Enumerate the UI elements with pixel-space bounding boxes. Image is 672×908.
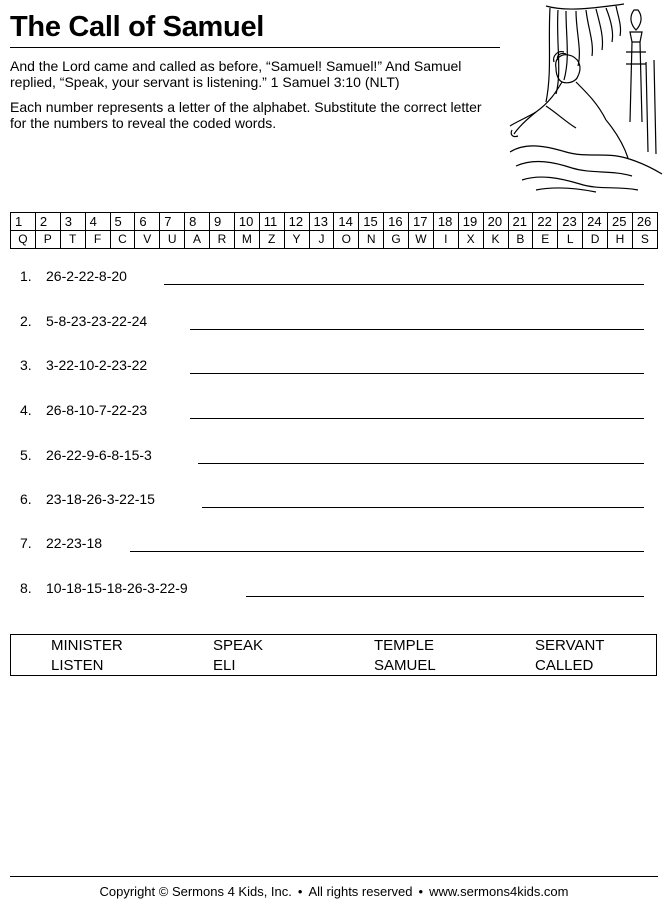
cipher-number: 23: [558, 213, 583, 231]
cipher-letter: X: [458, 231, 483, 249]
answer-line[interactable]: [202, 507, 644, 508]
cipher-number: 21: [508, 213, 533, 231]
cipher-letter: Q: [11, 231, 36, 249]
answer-line[interactable]: [164, 284, 644, 285]
puzzle-number: 6.: [20, 491, 32, 507]
cipher-letter: Y: [284, 231, 309, 249]
puzzle-code: 26-22-9-6-8-15-3: [46, 447, 152, 463]
puzzle-code: 26-8-10-7-22-23: [46, 402, 148, 418]
cipher-letter: V: [135, 231, 160, 249]
word-bank-item: TEMPLE: [374, 637, 435, 654]
instructions-text: Each number represents a letter of the alphabet. Substitute the correct letter for the numbers to reveal the coded words.: [10, 99, 482, 131]
answer-line[interactable]: [190, 329, 644, 330]
puzzle-number: 7.: [20, 535, 32, 551]
cipher-number: 2: [35, 213, 60, 231]
word-bank-item: SERVANT: [535, 637, 605, 654]
puzzle-row: [20, 357, 644, 379]
cipher-number: 11: [259, 213, 284, 231]
cipher-letter: T: [60, 231, 85, 249]
puzzle-number: 8.: [20, 580, 32, 596]
puzzle-code: 5-8-23-23-22-24: [46, 313, 148, 329]
answer-line[interactable]: [246, 596, 644, 597]
puzzle-number: 2.: [20, 313, 32, 329]
puzzle-row: [20, 268, 644, 290]
puzzle-number: 3.: [20, 357, 32, 373]
word-bank: [10, 634, 657, 676]
puzzle-row: [20, 580, 644, 602]
word-bank-item: SPEAK: [213, 637, 264, 654]
rights-text: All rights reserved: [308, 884, 413, 899]
cipher-letter: F: [85, 231, 110, 249]
cipher-letter: R: [210, 231, 235, 249]
page-title: The Call of Samuel: [10, 12, 500, 48]
copyright-text: Copyright © Sermons 4 Kids, Inc.: [99, 884, 292, 899]
cipher-letter: I: [433, 231, 458, 249]
answer-line[interactable]: [130, 551, 644, 552]
puzzle-row: [20, 491, 644, 513]
cipher-letter: E: [533, 231, 558, 249]
word-bank-item: MINISTER: [51, 637, 123, 654]
cipher-number: 14: [334, 213, 359, 231]
cipher-letter: W: [409, 231, 434, 249]
puzzle-number: 4.: [20, 402, 32, 418]
word-bank-item: LISTEN: [51, 657, 104, 674]
cipher-number: 1: [11, 213, 36, 231]
word-bank-item: ELI: [213, 657, 236, 674]
cipher-number: 15: [359, 213, 384, 231]
website-link[interactable]: www.sermons4kids.com: [429, 884, 569, 899]
cipher-number: 20: [483, 213, 508, 231]
puzzle-number: 1.: [20, 268, 32, 284]
puzzle-row: [20, 535, 644, 557]
verse-text: And the Lord came and called as before, “Samuel! Samuel!” And Samuel replied, “Speak, your servant is listening.” 1 Samuel 3:10 (NLT): [10, 58, 462, 90]
puzzle-code: 10-18-15-18-26-3-22-9: [46, 580, 188, 596]
cipher-key-table: [10, 212, 658, 249]
footer: [10, 876, 658, 899]
cipher-number: 16: [384, 213, 409, 231]
samuel-illustration: [506, 2, 666, 194]
cipher-letter: C: [110, 231, 135, 249]
answer-line[interactable]: [190, 373, 644, 374]
cipher-letter: L: [558, 231, 583, 249]
cipher-number: 13: [309, 213, 334, 231]
cipher-number: 12: [284, 213, 309, 231]
cipher-number: 9: [210, 213, 235, 231]
cipher-letter: O: [334, 231, 359, 249]
cipher-letter: G: [384, 231, 409, 249]
cipher-number: 25: [608, 213, 633, 231]
cipher-number: 24: [583, 213, 608, 231]
cipher-number: 26: [632, 213, 657, 231]
cipher-number: 3: [60, 213, 85, 231]
puzzle-code: 3-22-10-2-23-22: [46, 357, 148, 373]
cipher-letter: B: [508, 231, 533, 249]
puzzle-row: [20, 402, 644, 424]
cipher-letter: N: [359, 231, 384, 249]
cipher-number: 17: [409, 213, 434, 231]
puzzle-row: [20, 447, 644, 469]
cipher-number: 19: [458, 213, 483, 231]
answer-line[interactable]: [198, 463, 644, 464]
cipher-letter: Z: [259, 231, 284, 249]
puzzle-code: 22-23-18: [46, 535, 103, 551]
cipher-letter: A: [185, 231, 210, 249]
cipher-letter: J: [309, 231, 334, 249]
footer-separator: •: [418, 884, 424, 899]
puzzle-number: 5.: [20, 447, 32, 463]
puzzle-code: 26-2-22-8-20: [46, 268, 127, 284]
cipher-letter: S: [632, 231, 657, 249]
answer-line[interactable]: [190, 418, 644, 419]
cipher-letter: M: [234, 231, 259, 249]
cipher-number: 5: [110, 213, 135, 231]
word-bank-item: CALLED: [535, 657, 594, 674]
cipher-letter: P: [35, 231, 60, 249]
puzzle-code: 23-18-26-3-22-15: [46, 491, 155, 507]
word-bank-item: SAMUEL: [374, 657, 436, 674]
cipher-number: 7: [160, 213, 185, 231]
cipher-number: 4: [85, 213, 110, 231]
cipher-number: 18: [433, 213, 458, 231]
cipher-letter: K: [483, 231, 508, 249]
cipher-letter: D: [583, 231, 608, 249]
cipher-number: 8: [185, 213, 210, 231]
puzzle-row: [20, 313, 644, 335]
cipher-letter: U: [160, 231, 185, 249]
cipher-number: 22: [533, 213, 558, 231]
cipher-number: 6: [135, 213, 160, 231]
footer-separator: •: [297, 884, 303, 899]
cipher-number: 10: [234, 213, 259, 231]
cipher-letter: H: [608, 231, 633, 249]
